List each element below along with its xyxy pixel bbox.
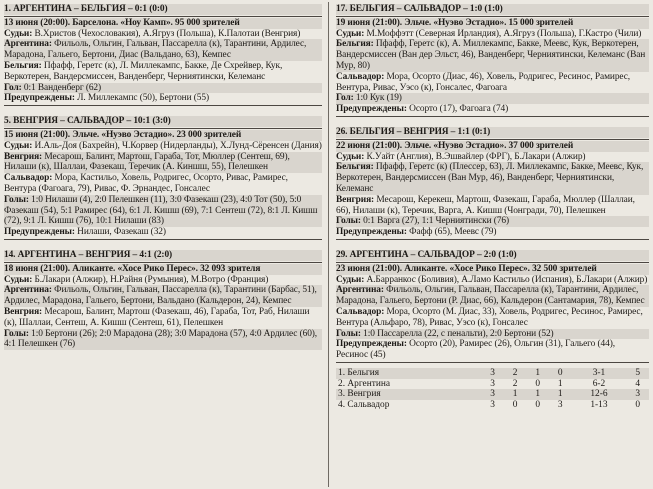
goals-text: 1:0 Нилаши (4), 2:0 Пелешкен (11), 3:0 Фазекаш (23), 4:0 Тот (50), 5:0 Фазекаш (54), 5:1 Рамирес (64), 6:1 Л. Кишш (69), 7:1 Сентеш (72), 8:1 Л. Кишш (72), 9:1 Л. Кишш (76), 10:1 Нилаши (83) [4, 194, 318, 227]
stat-cell: 0 [635, 399, 641, 410]
match-report-17 [336, 4, 649, 117]
divider [4, 105, 322, 106]
lineup-label: Венгрия: [4, 151, 43, 162]
cautions-text: Л. Миллекампс (50), Бертони (55) [74, 93, 209, 104]
referees [336, 29, 649, 40]
referees-text: М.Моффэтт (Северная Ирландия), А.Ягруз (Польша), Г.Кастро (Чили) [364, 28, 642, 39]
goals [336, 216, 649, 227]
lineup-text: Пфафф, Геретс (к), А. Миллекампс, Бакке, Меевс, Кук, Веркотерен, Вандерсмиссен (Ван дер Эльст, 46), Ванденберг, Черниятински, Келеманс (Ван Мур, 80) [336, 39, 646, 71]
divider [4, 16, 322, 17]
match-title: 26. БЕЛЬГИЯ – ВЕНГРИЯ – 1:1 (0:1) [336, 127, 649, 138]
divider [336, 362, 649, 363]
match-date-venue: 18 июня (21:00). Аликанте. «Хосе Рико Перес». 32 093 зрителя [4, 264, 322, 275]
team-name-cell: 4. Сальвадор [338, 399, 390, 410]
cautions [336, 227, 649, 238]
stat-cell: 3 [481, 389, 504, 400]
stat-cell: 0 [535, 399, 541, 410]
referees-text: Б.Лакари (Алжир), Н.Райня (Румыния), М.Вотро (Франция) [32, 274, 269, 285]
match-title: 29. АРГЕНТИНА – САЛЬВАДОР – 2:0 (1:0) [336, 250, 649, 261]
cautions [336, 339, 649, 361]
team-name-cell: 1. Бельгия [336, 368, 481, 379]
lineup-team-2 [336, 307, 649, 329]
match-date-venue: 13 июня (20:00). Барселона. «Ноу Камп». 95 000 зрителей [4, 18, 322, 29]
referees-label: Судьи: [336, 28, 365, 39]
goals [4, 329, 322, 351]
referees-label: Судьи: [336, 151, 365, 162]
stat-cell: 3 [490, 399, 495, 410]
lineup-team-1 [336, 39, 649, 71]
lineup-label: Аргентина: [4, 39, 52, 50]
table-row [336, 368, 649, 379]
lineup-text: Месарош, Балинт, Мартош, Гараба, Тот, Мюллер (Сентеш, 69), Нилаши (к), Шаллаи, Фазекаш, Теречик (А. Киншш, 55), Пелешкен [4, 151, 290, 173]
divider [4, 239, 322, 240]
divider [336, 139, 649, 140]
cautions [336, 104, 649, 115]
referees-label: Судьи: [4, 28, 33, 39]
divider [336, 262, 649, 263]
referees-text: К.Уайт (Англия), В.Эшвайлер (ФРГ), Б.Лакари (Алжир) [364, 151, 586, 162]
lineup-team-1 [4, 152, 322, 174]
goals-label: Гол: [4, 82, 22, 93]
lineup-label: Аргентина: [4, 285, 52, 296]
lineup-text: Мора, Осорто (М. Диас, 33), Ховель, Родригес, Ресинос, Рамирес, Вентура (Альфаро, 78), Ривас, Уэсо (к), Гонсалес [336, 306, 643, 328]
stat-cell: 3 [481, 368, 504, 379]
match-title: 5. ВЕНГРИЯ – САЛЬВАДОР – 10:1 (3:0) [4, 116, 322, 127]
match-title: 17. БЕЛЬГИЯ – САЛЬВАДОР – 1:0 (1:0) [336, 4, 649, 15]
stat-cell: 1 [526, 368, 549, 379]
stat-cell: 0 [549, 368, 572, 379]
goals-text: 0:1 Варга (27), 1:1 Черниятински (76) [360, 216, 509, 227]
cautions-label: Предупреждены: [336, 104, 407, 115]
goals-label: Голы: [336, 328, 361, 339]
referees [4, 141, 322, 152]
goals [4, 195, 322, 227]
cautions-text: Осорто (17), Фагоага (74) [406, 104, 509, 115]
referees-text: И.Аль-Доя (Бахрейн), Ч.Корвер (Нидерланды), Х.Лунд-Сёренсен (Дания) [32, 140, 322, 151]
stat-cell: 1 [557, 378, 563, 389]
match-date-venue: 19 июня (21:00). Эльче. «Нуэво Эстадио». 15 000 зрителей [336, 18, 649, 29]
divider [336, 239, 649, 240]
stat-cell: 3-1 [571, 368, 626, 379]
divider [4, 128, 322, 129]
cautions-text: Фафф (65), Меевс (79) [406, 227, 497, 238]
lineup-team-1 [336, 162, 649, 194]
referees [336, 152, 649, 163]
team-name-cell: 3. Венгрия [336, 389, 481, 400]
match-report-14 [4, 250, 322, 350]
stat-cell: 3 [626, 389, 649, 400]
team-name-cell: 2. Аргентина [338, 378, 391, 389]
referees-label: Судьи: [336, 274, 365, 285]
stat-cell: 2 [504, 368, 527, 379]
lineup-text: Месарош, Балинт, Мартош (Фазекаш, 46), Гараба, Тот, Раб, Нилаши (к), Шаллаи, Сентеш, А. Кишш (Сентеш, 61), Пелешкен [4, 306, 310, 328]
referees [4, 29, 322, 40]
stat-cell: 1 [504, 389, 527, 400]
lineup-text: Фильоль, Ольгин, Гальван, Пассарелла (к), Тарантини, Ардилес, Марадона, Гальего, Бертони, Диас (Вальдано, 63), Кемпес [4, 39, 307, 61]
cautions-label: Предупреждены: [4, 93, 75, 104]
match-report-29 [336, 250, 649, 363]
column-divider [328, 2, 329, 487]
stat-cell: 0 [535, 378, 541, 389]
lineup-team-2 [4, 61, 322, 83]
lineup-text: Фильоль, Ольгин, Гальван, Пассарелла (к), Тарантини (Барбас, 51), Ардилес, Марадона, Гальего, Бертони, Вальдано (Кальдерон, 24), Кемпес [4, 285, 317, 307]
cautions-label: Предупреждены: [4, 227, 75, 238]
goals [4, 83, 322, 94]
goals-label: Голы: [336, 216, 361, 227]
cautions-text: Осорто (20), Рамирес (26), Ольгин (31), Гальего (44), Ресинос (45) [336, 339, 615, 361]
stat-cell: 5 [626, 368, 649, 379]
lineup-team-1 [4, 39, 322, 61]
lineup-text: Месарош, Керекеш, Мартош, Фазекаш, Гараба, Мюллер (Шаллаи, 66), Нилаши (к), Теречик, Варга, А. Кишш (Чонгради, 70), Пелешкен [336, 194, 635, 216]
lineup-label: Бельгия: [336, 39, 374, 50]
lineup-label: Бельгия: [336, 162, 374, 173]
table-row [336, 389, 649, 400]
stat-cell: 1-13 [590, 399, 608, 410]
lineup-team-2 [336, 195, 649, 217]
stat-cell: 3 [557, 399, 563, 410]
lineup-label: Венгрия: [336, 194, 375, 205]
divider [336, 116, 649, 117]
cautions-label: Предупреждены: [336, 339, 407, 350]
lineup-label: Сальвадор: [336, 306, 385, 317]
table-row [336, 400, 649, 411]
lineup-text: Пфафф, Геретс (к), Л. Миллекампс, Бакке, Де Схрейвер, Кук, Веркотерен, Вандерсмиссен, Ванденберг, Черниятински, Келеманс [4, 60, 283, 82]
stat-cell: 12-6 [571, 389, 626, 400]
referees [4, 275, 322, 286]
goals [336, 329, 649, 340]
group-standings-table [336, 368, 649, 410]
left-column [4, 4, 322, 350]
goals [336, 93, 649, 104]
divider [4, 262, 322, 263]
divider [336, 16, 649, 17]
stat-cell: 3 [490, 378, 495, 389]
lineup-label: Сальвадор: [4, 173, 53, 184]
goals-label: Гол: [336, 93, 354, 104]
lineup-team-2 [336, 72, 649, 94]
referees-text: В.Христов (Чехословакия), А.Ягруз (Польша), К.Палотаи (Венгрия) [32, 28, 301, 39]
goals-text: 1:0 Пассарелла (22, с пенальти), 2:0 Бертони (52) [360, 328, 554, 339]
match-report-1 [4, 4, 322, 106]
lineup-text: Мора, Осорто (Диас, 46), Ховель, Родригес, Ресинос, Рамирес, Вентура, Ривас, Уэсо (к), Гонсалес, Фагоага [336, 71, 631, 93]
stat-cell: 1 [526, 389, 549, 400]
lineup-label: Аргентина: [336, 285, 384, 296]
referees-label: Судьи: [4, 140, 33, 151]
lineup-text: Пфафф, Геретс (к) (Плессер, 63), Л. Миллекампс, Бакке, Меевс, Кук, Веркотерен, Вандерсмиссен (Ван Мур, 46), Ванденберг, Черниятински, Келеманс [336, 162, 644, 194]
match-date-venue: 22 июня (21:00). Эльче. «Нуэво Эстадио». 37 000 зрителей [336, 141, 649, 152]
stat-cell: 1 [549, 389, 572, 400]
cautions-label: Предупреждены: [336, 227, 407, 238]
referees-text: А.Барранкос (Боливия), А.Ламо Кастильо (Испания), Б.Лакари (Алжир) [364, 274, 648, 285]
stat-cell: 0 [512, 399, 518, 410]
stat-cell: 4 [635, 378, 641, 389]
cautions-text: Нилаши, Фазекаш (32) [74, 227, 166, 238]
lineup-team-1 [4, 285, 322, 307]
table-row [336, 379, 649, 390]
lineup-label: Бельгия: [4, 60, 42, 71]
lineup-team-1 [336, 285, 649, 307]
match-date-venue: 23 июня (21:00). Аликанте. «Хосе Рико Перес». 32 500 зрителей [336, 264, 649, 275]
cautions [4, 227, 322, 238]
goals-text: 1:0 Бертони (26); 2:0 Марадона (28); 3:0 Марадона (57), 4:0 Ардилес (60), 4:1 Пелешкен (76) [4, 328, 318, 350]
stat-cell: 2 [512, 378, 518, 389]
match-title: 14. АРГЕНТИНА – ВЕНГРИЯ – 4:1 (2:0) [4, 250, 322, 261]
goals-text: 1:0 Кук (19) [353, 93, 402, 104]
cautions [4, 93, 322, 104]
lineup-label: Венгрия: [4, 306, 43, 317]
right-column [336, 4, 649, 410]
lineup-label: Сальвадор: [336, 71, 385, 82]
match-report-5 [4, 116, 322, 240]
lineup-text: Фильоль, Ольгин, Гальван, Пассарелла (к), Тарантини, Ардилес, Марадона, Гальего, Бертони (Р. Диас, 66), Кальдерон (Сантамария, 78), Кемпес [336, 285, 645, 307]
match-report-26 [336, 127, 649, 240]
stat-cell: 6-2 [592, 378, 606, 389]
referees-label: Судьи: [4, 274, 33, 285]
goals-label: Голы: [4, 194, 29, 205]
goals-label: Голы: [4, 328, 29, 339]
lineup-text: Мора, Кастильо, Ховель, Родригес, Осорто, Ривас, Рамирес, Вентура (Фагоага, 79), Ривас, Ф. Эрнандес, Гонсалес [4, 173, 288, 194]
lineup-team-2 [4, 173, 322, 195]
match-date-venue: 15 июня (21:00). Эльче. «Нуэво Эстадио». 23 000 зрителей [4, 130, 322, 141]
goals-text: 0:1 Ванденберг (62) [21, 82, 102, 93]
match-title: 1. АРГЕНТИНА – БЕЛЬГИЯ – 0:1 (0:0) [4, 4, 322, 15]
referees [336, 275, 649, 286]
lineup-team-2 [4, 307, 322, 329]
